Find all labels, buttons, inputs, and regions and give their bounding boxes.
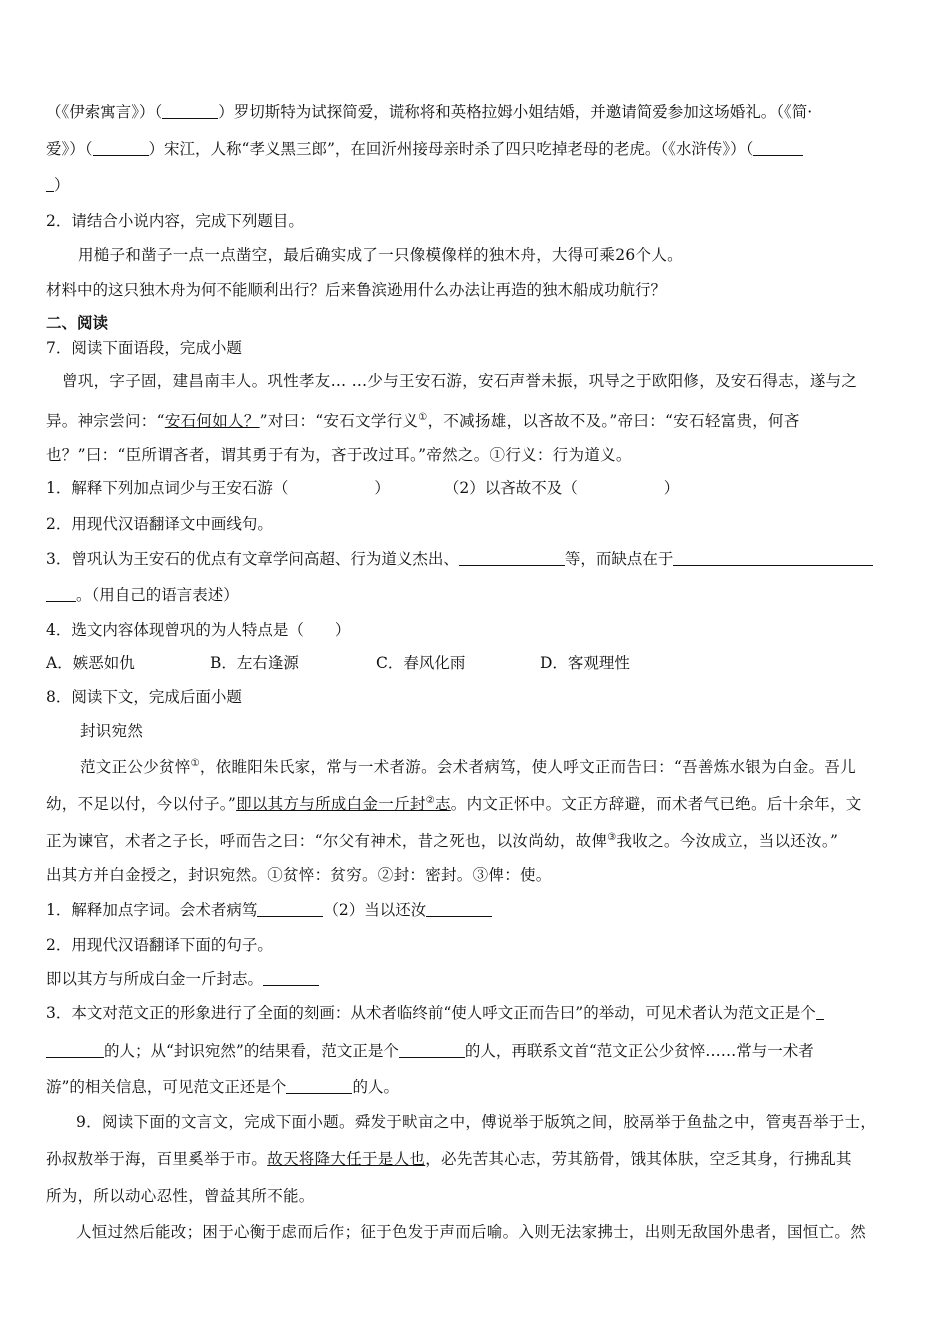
q7-passage-line3: 也？”曰：“臣所谓吝者，谓其勇于有为，吝于改过耳。”帝然之。①行义：行为道义。 [46, 446, 632, 464]
q8-title: 封识宛然 [80, 722, 144, 740]
q7-sub4: 4．选文内容体现曾巩的为人特点是（ ） [46, 621, 351, 639]
answer-blank[interactable] [93, 139, 149, 156]
q8-sub2: 2．用现代汉语翻译下面的句子。 [46, 936, 273, 954]
q8-prompt: 8．阅读下文，完成后面小题 [46, 688, 242, 706]
q8-passage-line4: 出其方并白金授之，封识宛然。①贫悴：贫穷。②封：密封。③俾：使。 [46, 866, 552, 884]
answer-blank[interactable] [816, 1003, 824, 1020]
answer-blank[interactable] [263, 969, 319, 986]
underlined-sentence: 即以其方与所成白金一斤封②志 [236, 795, 451, 814]
answer-blank[interactable] [162, 102, 218, 119]
answer-blank[interactable] [426, 900, 492, 917]
underlined-sentence: 安石何如人？ [164, 412, 260, 431]
underlined-sentence: 故天将降大任于是人也 [267, 1150, 426, 1168]
q7-prompt: 7．阅读下面语段，完成小题 [46, 339, 242, 357]
section-title: 二、阅读 [46, 313, 109, 332]
q9-passage-line1: 9．阅读下面的文言文，完成下面小题。舜发于畎亩之中，傅说举于版筑之间，胶鬲举于鱼盐之中，管夷吾举于士， [76, 1113, 877, 1131]
option-c[interactable]: C．春风化雨 [376, 654, 466, 672]
answer-blank[interactable] [753, 139, 803, 156]
q8-passage-line1: 范文正公少贫悴①，依睢阳朱氏家，常与一术者游。会术者病笃，使人呼文正而告曰：“吾善炼水银为白金。吾儿 [80, 758, 856, 777]
q7-sub1: 1．解释下列加点词少与王安石游（ ） （2）以吝故不及（ ） [46, 479, 680, 497]
option-a[interactable]: A．嫉恶如仇 [46, 654, 135, 672]
q7-sub3: 3．曾巩认为王安石的优点有文章学问高超、行为道义杰出、 等，而缺点在于 [46, 548, 906, 570]
answer-blank[interactable] [673, 549, 873, 566]
q8-passage-line3: 正为谏官，术者之子长，呼而告之曰：“尔父有神术，昔之死也，以汝尚幼，故俾③我收之。今汝成立，当以还汝。” [46, 832, 839, 851]
q8-sub3-line2: 的人；从“封识宛然”的结果看，范文正是个 的人，再联系文首“范文正公少贫悴……常与一术者 [46, 1040, 906, 1062]
option-b[interactable]: B．左右逢源 [210, 654, 299, 672]
answer-blank[interactable] [286, 1077, 352, 1094]
q7-sub3-cont: 。（用自己的语言表述） [46, 584, 906, 606]
q8-sub1: 1．解释加点字词。会术者病笃 （2）当以还汝 [46, 899, 906, 921]
q7-passage-line2: 异。神宗尝问：“安石何如人？”对曰：“安石文学行义①，不减扬雄，以吝故不及。”帝曰：“安石轻富贵，何吝 [46, 412, 800, 431]
q8-sub2-sentence: 即以其方与所成白金一斤封志。 [46, 968, 906, 990]
answer-blank[interactable] [46, 175, 54, 192]
answer-blank[interactable] [46, 1041, 104, 1058]
q1-line2: 爱》）（ ）宋江，人称“孝义黑三郎”，在回沂州接母亲时杀了四只吃掉老母的老虎。（《水浒传》）（ [46, 138, 906, 160]
q7-passage-line1: 曾巩，字子固，建昌南丰人。巩性孝友… …少与王安石游，安石声誉未振，巩导之于欧阳修，及安石得志，遂与之 [62, 372, 858, 390]
q2-question: 材料中的这只独木舟为何不能顺利出行？后来鲁滨逊用什么办法让再造的独木船成功航行？ [46, 281, 667, 299]
q1-line1: （《伊索寓言》）（ ）罗切斯特为试探简爱，谎称将和英格拉姆小姐结婚，并邀请简爱参加这场婚礼。（《简· [46, 103, 813, 121]
q1-line3: ） [46, 174, 906, 196]
answer-blank[interactable] [399, 1041, 465, 1058]
q8-sub3-line3: 游”的相关信息，可见范文正还是个 的人。 [46, 1078, 399, 1096]
q7-options [46, 652, 906, 674]
q8-sub3-line1: 3．本文对范文正的形象进行了全面的刻画：从术者临终前“使人呼文正而告曰”的举动，可见术者认为范文正是个 [46, 1002, 906, 1024]
q8-passage-line2: 幼，不足以付，今以付子。”即以其方与所成白金一斤封②志。内文正怀中。文正方辞避，而术者气已绝。后十余年，文 [46, 795, 862, 814]
q2-material: 用槌子和凿子一点一点凿空，最后确实成了一只像模像样的独木舟，大得可乘26个人。 [78, 246, 683, 264]
q9-passage-line2: 孙叔敖举于海，百里奚举于市。故天将降大任于是人也，必先苦其心志，劳其筋骨，饿其体肤，空乏其身，行拂乱其 [46, 1150, 852, 1168]
answer-blank[interactable] [459, 549, 565, 566]
option-d[interactable]: D．客观理性 [540, 654, 630, 672]
q9-passage-line3: 所为，所以动心忍性，曾益其所不能。 [46, 1187, 315, 1205]
answer-blank[interactable] [257, 900, 323, 917]
q9-passage-line4: 人恒过然后能改；困于心衡于虑而后作；征于色发于声而后喻。入则无法家拂士，出则无敌国外患者，国恒亡。然 [76, 1223, 867, 1241]
answer-blank[interactable] [46, 585, 76, 602]
q2-prompt: 2．请结合小说内容，完成下列题目。 [46, 212, 304, 230]
q7-sub2: 2．用现代汉语翻译文中画线句。 [46, 515, 273, 533]
